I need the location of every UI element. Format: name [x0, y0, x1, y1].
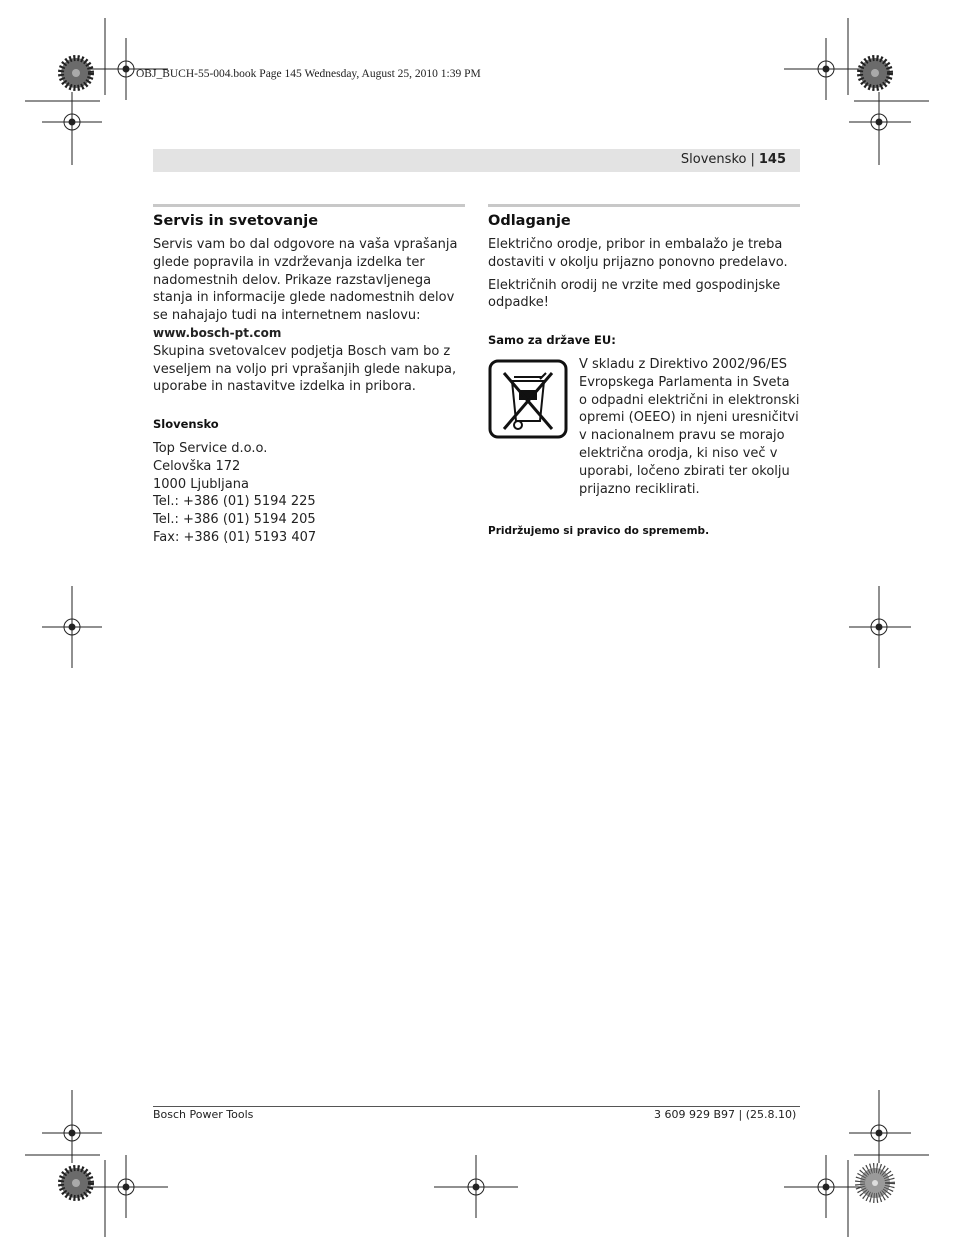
reserve-changes-note: Pridržujemo si pravico do sprememb. [488, 525, 710, 538]
country-heading: Slovensko [153, 417, 219, 432]
disposal-paragraph-1: Električno orodje, pribor in embalažo je treba dostaviti v okolju prijazno ponovno predelavo. [488, 237, 788, 270]
footer-rule [153, 1106, 800, 1107]
section-title-service: Servis in svetovanje [153, 213, 319, 229]
header-language: Slovensko [680, 152, 747, 167]
address-line: Fax: +386 (01) 5193 407 [153, 529, 317, 545]
eu-block [488, 356, 800, 498]
header-separator: | [750, 152, 755, 167]
service-intro: Servis vam bo dal odgovore na vaša vprašanja glede popravila in vzdrževanja izdelka ter nadomestnih delov. Prikaze razstavljenega stanja in informacije glede nadomestnih delov se nahajajo tudi na internetnem naslovu: [153, 237, 458, 324]
section-title-disposal: Odlaganje [488, 213, 571, 229]
footer-doc-number: 3 609 929 B97 | (25.8.10) [654, 1108, 797, 1121]
eu-directive-text: V skladu z Direktivo 2002/96/ES Evropskega Parlamenta in Sveta o odpadni električni in elektronski opremi (OEEO) in njeni uresničitvi v nacionalnem pravu se morajo električna orodja, ki niso več v uporabi, ločeno zbirati ter okolju prijazno reciklirati. [579, 356, 800, 497]
disposal-section [488, 204, 800, 541]
running-header [153, 149, 800, 172]
section-rule [153, 204, 465, 207]
service-address [153, 440, 465, 547]
section-rule [488, 204, 800, 207]
service-advice: Skupina svetovalcev podjetja Bosch vam bo z veseljem na voljo pri vprašanjih glede nakupa, uporabe in nastavitve izdelka in pribora. [153, 343, 457, 395]
service-section [153, 204, 465, 547]
address-line: Tel.: +386 (01) 5194 205 [153, 512, 316, 528]
disposal-paragraph-2: Električnih orodij ne vrzite med gospodinjske odpadke! [488, 277, 781, 311]
address-line: Celovška 172 [153, 458, 241, 474]
print-header: OBJ_BUCH-55-004.book Page 145 Wednesday, August 25, 2010 1:39 PM [136, 68, 481, 80]
address-line: Top Service d.o.o. [153, 440, 268, 456]
address-line: 1000 Ljubljana [153, 476, 249, 492]
page-number: 145 [758, 152, 786, 167]
crossed-out-wheelie-bin-icon [488, 359, 568, 439]
address-line: Tel.: +386 (01) 5194 225 [153, 494, 316, 510]
footer-brand: Bosch Power Tools [153, 1108, 254, 1121]
service-url[interactable]: www.bosch-pt.com [153, 325, 282, 340]
eu-heading: Samo za države EU: [488, 333, 616, 348]
